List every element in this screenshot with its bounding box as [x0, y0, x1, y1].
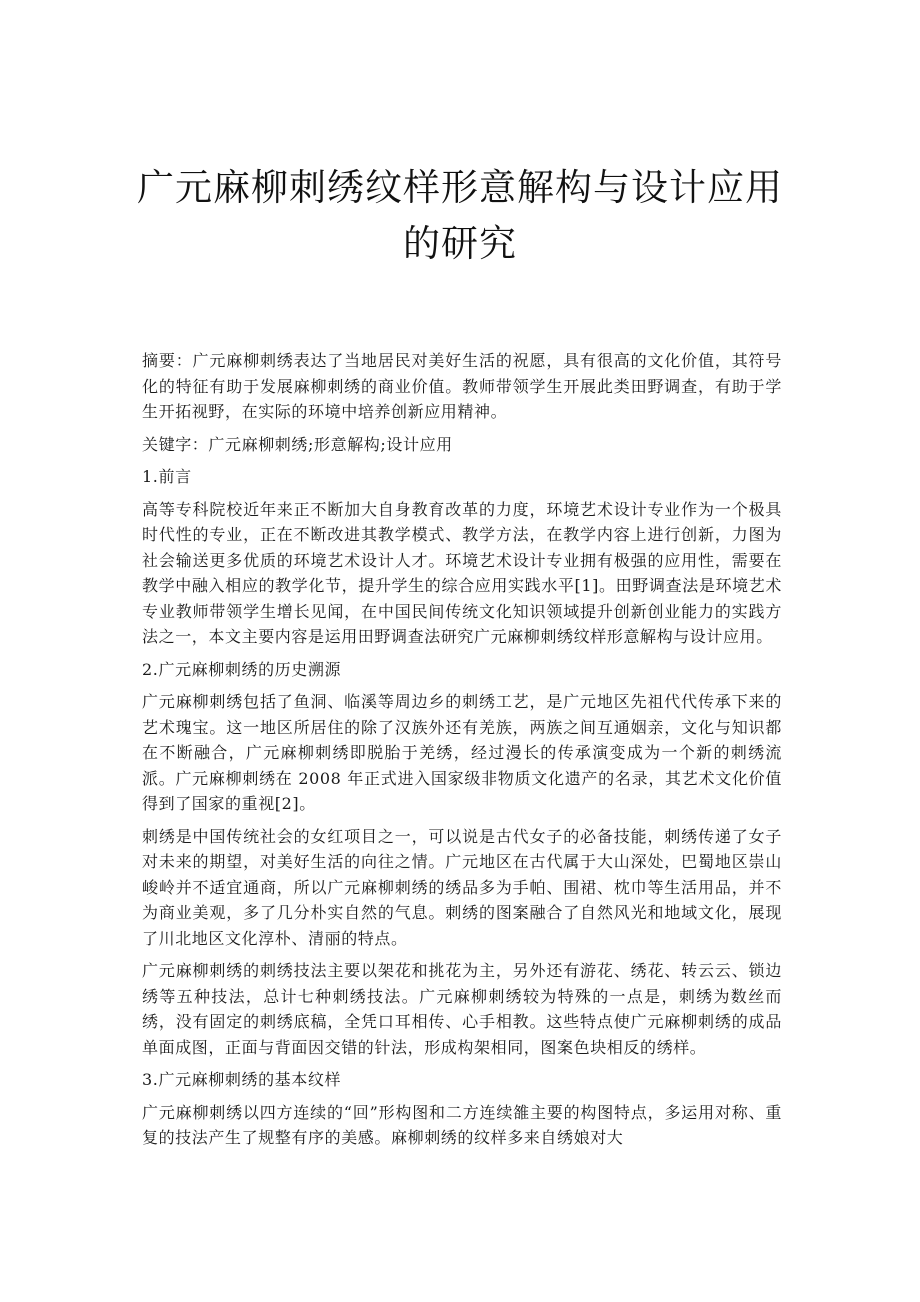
section-heading-1: 1.前言 [142, 467, 192, 486]
abstract: 摘要：广元麻柳刺绣表达了当地居民对美好生活的祝愿，具有很高的文化价值，其符号化的特征有助于发展麻柳刺绣的商业价值。教师带领学生开展此类田野调查，有助于学生开拓视野，在实际的环境中培养创新应用精神。 [142, 351, 782, 421]
section-heading-3: 3.广元麻柳刺绣的基本纹样 [142, 1070, 342, 1089]
paper-body [142, 348, 782, 1158]
paper-title-line-1: 广元麻柳刺绣纹样形意解构与设计应用 [137, 166, 783, 209]
paper-title-line-2: 的研究 [403, 222, 517, 265]
section-3-paragraph-1: 广元麻柳刺绣以四方连续的“回”形构图和二方连续雒主要的构图特点，多运用对称、重复的技法产生了规整有序的美感。麻柳刺绣的纹样多来自绣娘对大 [142, 1102, 782, 1147]
section-2-paragraph-1: 广元麻柳刺绣包括了鱼洞、临溪等周边乡的刺绣工艺，是广元地区先祖代代传承下来的艺术瑰宝。这一地区所居住的除了汉族外还有羌族，两族之间互通姻亲，文化与知识都在不断融合，广元麻柳刺绣即脱胎于羌绣，经过漫长的传承演变成为一个新的刺绣流派。广元麻柳刺绣在 2008 年正式进入国家级非物质文化遗产的名录，其艺术文化价值得到了国家的重视[2]。 [142, 692, 782, 813]
keywords: 关键字：广元麻柳刺绣;形意解构;设计应用 [142, 434, 453, 454]
section-2-paragraph-2: 刺绣是中国传统社会的女红项目之一，可以说是古代女子的必备技能，刺绣传递了女子对未来的期望，对美好生活的向往之情。广元地区在古代属于大山深处，巴蜀地区崇山峻岭并不适宜通商，所以广元麻柳刺绣的绣品多为手帕、围裙、枕巾等生活用品，并不为商业美观，多了几分朴实自然的气息。刺绣的图案融合了自然风光和地域文化，展现了川北地区文化淳朴、清丽的特点。 [142, 826, 782, 948]
paper-title [120, 160, 800, 272]
section-heading-2: 2.广元麻柳刺绣的历史溯源 [142, 659, 342, 679]
section-1-paragraph-1: 高等专科院校近年来正不断加大自身教育改革的力度，环境艺术设计专业作为一个极具时代性的专业，正在不断改进其教学模式、教学方法，在教学内容上进行创新，力图为社会输送更多优质的环境艺术设计人才。环境艺术设计专业拥有极强的应用性，需要在教学中融入相应的教学化节，提升学生的综合应用实践水平[1]。田野调查法是环境艺术专业教师带领学生增长见闻，在中国民间传统文化知识领域提升创新创业能力的实践方法之一，本文主要内容是运用田野调查法研究广元麻柳刺绣纹样形意解构与设计应用。 [142, 499, 782, 646]
section-2-paragraph-3: 广元麻柳刺绣的刺绣技法主要以架花和挑花为主，另外还有游花、绣花、转云云、锁边绣等五种技法，总计七种刺绣技法。广元麻柳刺绣较为特殊的一点是，刺绣为数丝而绣，没有固定的刺绣底稿，全凭口耳相传、心手相教。这些特点使广元麻柳刺绣的成品单面成图，正面与背面因交错的针法，形成构架相同，图案色块相反的绣样。 [142, 961, 782, 1057]
